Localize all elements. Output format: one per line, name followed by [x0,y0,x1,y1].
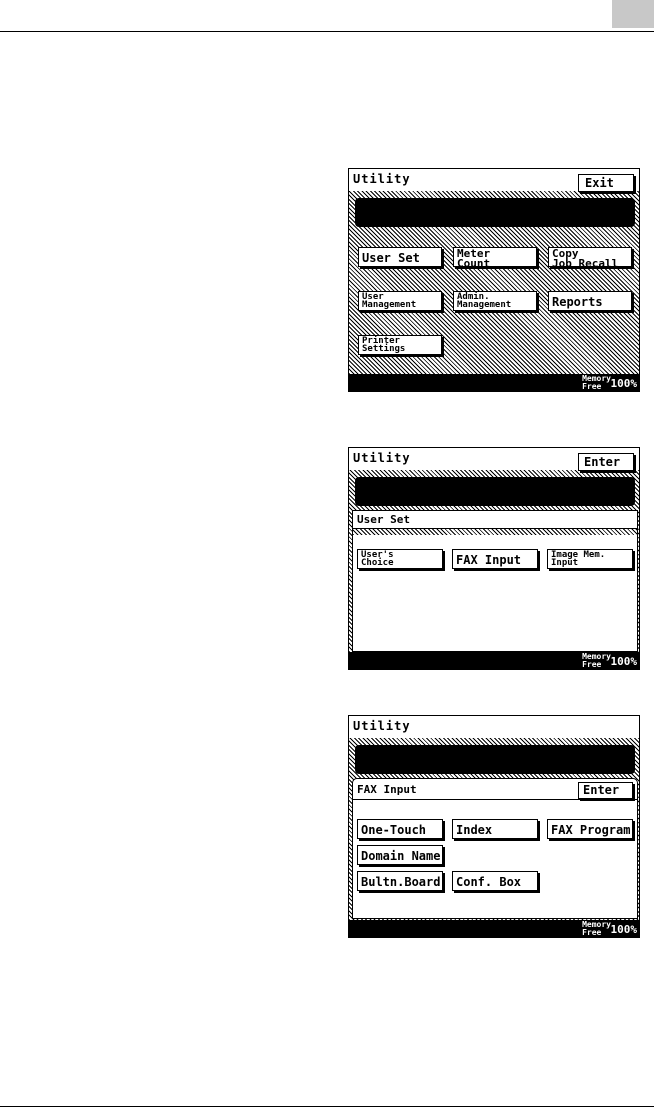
admin-management-button[interactable]: Admin. Management [453,291,537,311]
user-set-panel [352,510,638,652]
memory-label: Memory Free [582,652,611,669]
conf-box-button[interactable]: Conf. Box [452,871,538,891]
index-button[interactable]: Index [452,819,538,839]
message-area [355,745,635,774]
panel-divider [353,528,637,535]
user-management-button[interactable]: User Management [358,291,442,311]
message-area [355,477,635,506]
exit-button[interactable]: Exit [578,174,634,192]
page-corner-tab [612,0,654,28]
copy-job-recall-button[interactable]: Copy Job Recall [548,247,632,267]
memory-label: Memory Free [582,374,611,391]
screen-title: Utility [353,172,411,186]
fax-program-button[interactable]: FAX Program [547,819,633,839]
fax-input-button[interactable]: FAX Input [452,549,538,569]
fax-input-panel [352,778,638,919]
meter-count-button[interactable]: Meter Count [453,247,537,267]
memory-value: 100% [610,923,637,936]
panel-title: FAX Input [357,783,417,796]
users-choice-button[interactable]: User's Choice [357,549,443,569]
status-bar [349,374,639,391]
memory-value: 100% [610,655,637,668]
user-set-screen [348,447,640,670]
memory-value: 100% [610,377,637,390]
header-rule [0,31,654,32]
screen-title: Utility [353,719,411,733]
panel-header [353,511,637,529]
status-bar [349,920,639,937]
screen-title: Utility [353,451,411,465]
fax-input-screen [348,715,640,938]
bulletin-board-button[interactable]: Bultn.Board [357,871,443,891]
panel-title: User Set [357,513,410,526]
image-mem-input-button[interactable]: Image Mem. Input [547,549,633,569]
memory-label: Memory Free [582,920,611,937]
footer-rule [0,1106,654,1107]
utility-screen [348,168,640,392]
reports-button[interactable]: Reports [548,291,632,311]
printer-settings-button[interactable]: Printer Settings [358,335,442,355]
message-area [355,198,635,227]
user-set-button[interactable]: User Set [358,247,442,267]
status-bar [349,652,639,669]
enter-button[interactable]: Enter [578,453,634,471]
domain-name-button[interactable]: Domain Name [357,845,443,865]
title-bar [349,716,639,738]
one-touch-button[interactable]: One-Touch [357,819,443,839]
enter-button[interactable]: Enter [578,782,633,799]
